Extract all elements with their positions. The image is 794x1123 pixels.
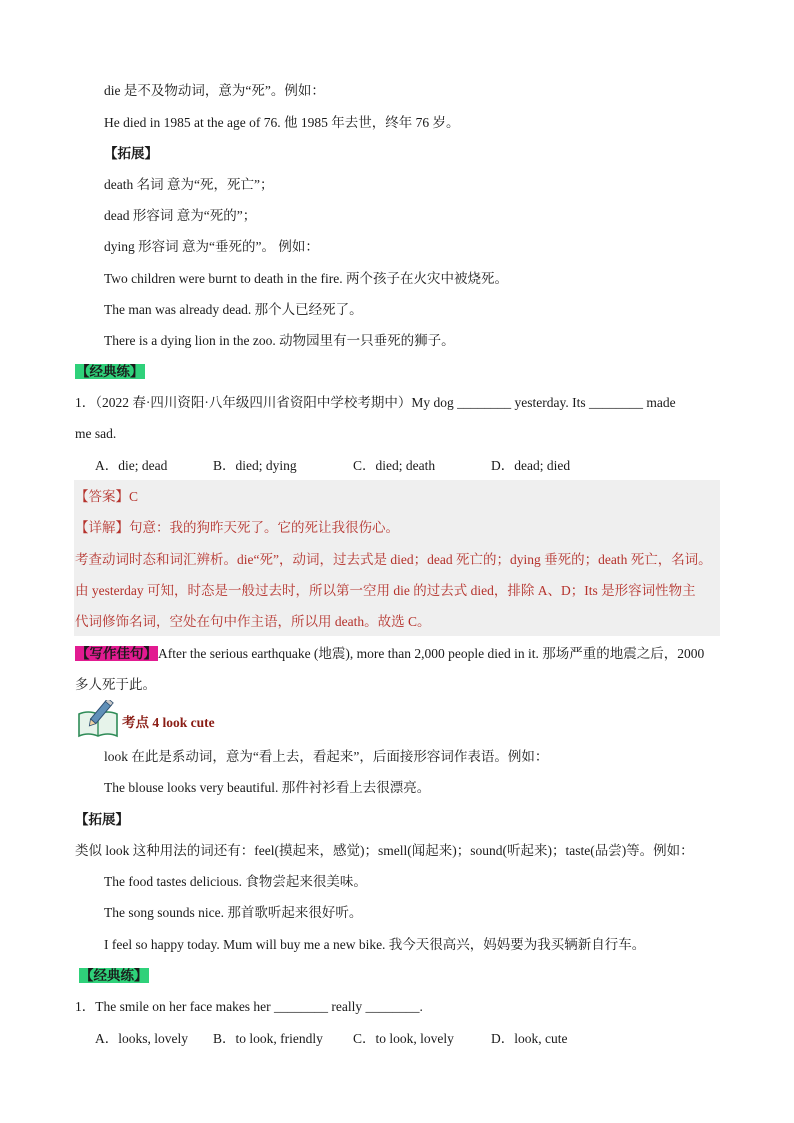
body-text: die 是不及物动词，意为“死”。例如： (104, 83, 325, 98)
option-d: D．look, cute (491, 1031, 568, 1046)
writing-sentence: 【写作佳句】After the serious earthquake (地震), more than 2,000 people died in it. 那场严重的地震之后，2000 (76, 646, 705, 661)
example-sentence: The blouse looks very beautiful. 那件衬衫看上去很漂亮。 (104, 780, 431, 795)
vocab-line: dying 形容词 意为“垂死的”。 例如： (104, 239, 319, 254)
expansion-heading: 【拓展】 (75, 812, 129, 827)
option-c: C．died; death (353, 458, 436, 473)
example-sentence: The food tastes delicious. 食物尝起来很美味。 (104, 874, 367, 889)
writing-sentence-cont: 多人死于此。 (75, 677, 156, 692)
kaodian-title: 考点 4 look cute (122, 715, 215, 730)
option-b: B．died; dying (213, 458, 297, 473)
option-b: B．to look, friendly (213, 1031, 323, 1046)
option-a: A．looks, lovely (95, 1031, 188, 1046)
pencil-book-icon (76, 700, 120, 740)
explanation-line: 由 yesterday 可知，时态是一般过去时，所以第一空用 die 的过去式 died，排除 A、D；Its 是形容词性物主 (75, 583, 696, 598)
example-sentence: The man was already dead. 那个人已经死了。 (104, 302, 363, 317)
example-sentence: He died in 1985 at the age of 76. 他 1985 年去世，终年 76 岁。 (104, 115, 460, 130)
option-c: C．to look, lovely (353, 1031, 454, 1046)
example-sentence: Two children were burnt to death in the fire. 两个孩子在火灾中被烧死。 (104, 271, 508, 286)
answer-line: 【答案】C (75, 489, 139, 504)
explanation-line: 【详解】句意：我的狗昨天死了。它的死让我很伤心。 (75, 520, 399, 535)
option-d: D．dead; died (491, 458, 571, 473)
example-sentence: I feel so happy today. Mum will buy me a new bike. 我今天很高兴，妈妈要为我买辆新自行车。 (104, 937, 646, 952)
vocab-line: dead 形容词 意为“死的”； (104, 208, 257, 223)
question-text: 1．（2022 春·四川资阳·八年级四川省资阳中学校考期中）My dog ________ yesterday. Its ________ made (75, 395, 676, 410)
answer-options (95, 1029, 568, 1049)
explanation-line: 代词修饰名词，空处在句中作主语，所以用 death。故选 C。 (75, 614, 431, 629)
example-sentence: There is a dying lion in the zoo. 动物园里有一只垂死的狮子。 (104, 333, 455, 348)
practice-tag: 【经典练】 (76, 364, 144, 379)
option-a: A．die; dead (95, 458, 168, 473)
body-text: 类似 look 这种用法的词还有：feel(摸起来，感觉)；smell(闻起来)；sound(听起来)；taste(品尝)等。例如： (75, 843, 694, 858)
body-text: look 在此是系动词，意为“看上去，看起来”，后面接形容词作表语。例如： (104, 749, 549, 764)
vocab-line: death 名词 意为“死，死亡”； (104, 177, 274, 192)
writing-tag: 【写作佳句】 (76, 646, 157, 661)
practice-tag: 【经典练】 (80, 968, 148, 983)
question-text: 1．The smile on her face makes her ________ really ________. (75, 999, 423, 1014)
answer-options (95, 456, 570, 476)
explanation-line: 考查动词时态和词汇辨析。die“死”，动词，过去式是 died；dead 死亡的；dying 垂死的；death 死亡，名词。 (75, 552, 712, 567)
question-text: me sad. (75, 426, 117, 441)
expansion-heading: 【拓展】 (104, 146, 158, 161)
example-sentence: The song sounds nice. 那首歌听起来很好听。 (104, 905, 363, 920)
